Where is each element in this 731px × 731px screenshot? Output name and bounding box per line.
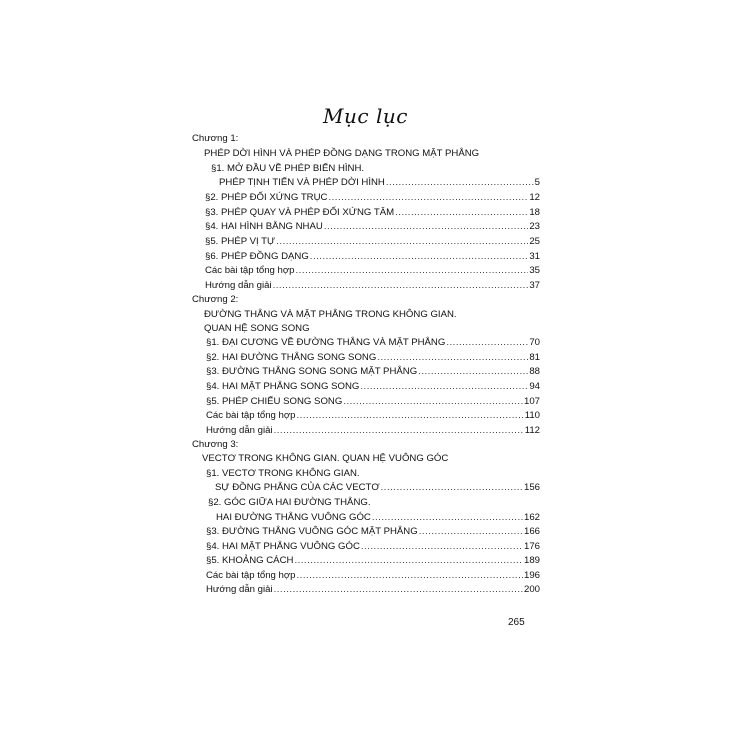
toc-entry xyxy=(204,309,457,321)
toc-entry-title: Chương 3: xyxy=(192,439,239,450)
toc-entry xyxy=(206,410,540,422)
toc-entry-title: §3. PHÉP QUAY VÀ PHÉP ĐỐI XỨNG TÂM xyxy=(205,207,395,218)
page-title: Mục lục xyxy=(323,104,408,128)
toc-entry-title: Hướng dẫn giải xyxy=(206,584,273,595)
toc-leader-dots xyxy=(324,221,529,233)
toc-entry-page: 25 xyxy=(529,236,540,247)
toc-entry-title: Chương 2: xyxy=(192,294,239,305)
toc-entry-page: 35 xyxy=(529,265,540,276)
toc-entry-title: §1. MỞ ĐẦU VỀ PHÉP BIẾN HÌNH. xyxy=(211,163,365,174)
toc-entry-title: §4. HAI HÌNH BẰNG NHAU xyxy=(205,221,323,232)
toc-leader-dots xyxy=(377,352,528,364)
toc-entry-page: 176 xyxy=(523,541,540,552)
toc-entry-title: §5. PHÉP CHIẾU SONG SONG xyxy=(206,396,343,407)
toc-entry xyxy=(205,207,540,219)
toc-entry xyxy=(205,251,540,263)
toc-entry-page: 162 xyxy=(523,512,540,523)
toc-entry xyxy=(219,177,540,189)
toc-entry xyxy=(215,482,540,494)
toc-entry-page: 107 xyxy=(523,396,540,407)
toc-entry-page: 88 xyxy=(529,366,540,377)
toc-entry-page: 156 xyxy=(523,482,540,493)
toc-entry-page: 112 xyxy=(524,425,540,436)
toc-leader-dots xyxy=(297,570,523,582)
toc-leader-dots xyxy=(297,410,524,422)
toc-entry xyxy=(206,541,540,553)
toc-entry-page: 70 xyxy=(529,337,540,348)
toc-entry-title: §2. GÓC GIỮA HAI ĐƯỜNG THẲNG. xyxy=(208,497,371,508)
toc-entry xyxy=(206,396,540,408)
toc-leader-dots xyxy=(418,366,528,378)
toc-entry-title: VECTƠ TRONG KHÔNG GIAN. QUAN HỆ VUÔNG GÓC xyxy=(202,453,449,464)
toc-entry-title: §2. PHÉP ĐỐI XỨNG TRỤC xyxy=(205,192,328,203)
toc-entry-title: PHÉP DỜI HÌNH VÀ PHÉP ĐỒNG DẠNG TRONG MẶT PHẲNG xyxy=(204,148,480,159)
toc-entry xyxy=(206,352,540,364)
toc-leader-dots xyxy=(328,192,528,204)
toc-entry xyxy=(206,337,540,349)
toc-leader-dots xyxy=(294,555,523,567)
toc-leader-dots xyxy=(395,207,528,219)
toc-entry-page: 37 xyxy=(529,280,540,291)
toc-entry xyxy=(192,439,238,451)
toc-entry-title: Các bài tập tổng hợp xyxy=(206,570,296,581)
toc-entry xyxy=(202,453,448,465)
toc-leader-dots xyxy=(372,512,523,524)
toc-entry-title: Chương 1: xyxy=(192,133,239,144)
toc-entry-page: 166 xyxy=(523,526,540,537)
toc-entry xyxy=(206,381,540,393)
toc-entry-page: 110 xyxy=(524,410,540,421)
toc-leader-dots xyxy=(273,280,529,292)
toc-entry xyxy=(205,192,540,204)
toc-entry-title: Các bài tập tổng hợp xyxy=(206,410,296,421)
toc-entry-page: 23 xyxy=(529,221,540,232)
toc-leader-dots xyxy=(446,337,528,349)
toc-entry xyxy=(206,584,540,596)
toc-entry xyxy=(192,294,238,306)
toc-entry-page: 94 xyxy=(529,381,540,392)
toc-entry-title: QUAN HỆ SONG SONG xyxy=(204,323,310,334)
page-number: 265 xyxy=(508,617,525,628)
toc-entry-page: 81 xyxy=(529,352,540,363)
toc-entry xyxy=(211,163,364,175)
toc-entry-title: Các bài tập tổng hợp xyxy=(205,265,295,276)
toc-entry-title: §5. KHOẢNG CÁCH xyxy=(206,555,294,566)
toc-entry xyxy=(216,512,540,524)
toc-entry-title: §2. HAI ĐƯỜNG THẲNG SONG SONG xyxy=(206,352,377,363)
toc-entry xyxy=(206,425,540,437)
toc-entry-page: 5 xyxy=(534,177,540,188)
toc-entry-title: §1. VECTƠ TRONG KHÔNG GIAN. xyxy=(206,468,360,479)
toc-entry-title: SỰ ĐỒNG PHẲNG CỦA CÁC VECTƠ xyxy=(215,482,380,493)
toc-entry-title: §6. PHÉP ĐỒNG DẠNG xyxy=(205,251,309,262)
toc-entry-title: §3. ĐƯỜNG THẲNG SONG SONG MẶT PHẲNG xyxy=(206,366,418,377)
toc-entry xyxy=(206,570,540,582)
toc-leader-dots xyxy=(343,396,523,408)
toc-entry xyxy=(206,526,540,538)
toc-entry-page: 189 xyxy=(523,555,540,566)
toc-entry-title: §3. ĐƯỜNG THẲNG VUÔNG GÓC MẶT PHẲNG xyxy=(206,526,418,537)
toc-entry-title: HAI ĐƯỜNG THẲNG VUÔNG GÓC xyxy=(216,512,371,523)
toc-entry-page: 196 xyxy=(523,570,540,581)
toc-leader-dots xyxy=(276,236,528,248)
toc-leader-dots xyxy=(296,265,529,277)
toc-entry-title: §4. HAI MẶT PHẲNG SONG SONG xyxy=(206,381,360,392)
toc-entry xyxy=(206,468,360,480)
toc-entry xyxy=(192,133,238,145)
toc-entry-title: §1. ĐẠI CƯƠNG VỀ ĐƯỜNG THẲNG VÀ MẶT PHẲNG xyxy=(206,337,446,348)
toc-entry xyxy=(206,366,540,378)
toc-entry xyxy=(205,265,540,277)
toc-entry-title: §4. HAI MẶT PHẲNG VUÔNG GÓC xyxy=(206,541,360,552)
toc-leader-dots xyxy=(274,584,523,596)
toc-entry xyxy=(205,236,540,248)
toc-leader-dots xyxy=(386,177,534,189)
toc-leader-dots xyxy=(361,541,523,553)
toc-entry-page: 200 xyxy=(523,584,540,595)
toc-leader-dots xyxy=(419,526,523,538)
toc-entry-title: PHÉP TỊNH TIẾN VÀ PHÉP DỜI HÌNH xyxy=(219,177,385,188)
toc-leader-dots xyxy=(360,381,528,393)
toc-entry xyxy=(205,280,540,292)
toc-entry xyxy=(208,497,371,509)
toc-entry-title: Hướng dẫn giải xyxy=(206,425,273,436)
toc-leader-dots xyxy=(274,425,524,437)
toc-entry-title: ĐƯỜNG THẲNG VÀ MẶT PHẲNG TRONG KHÔNG GIAN. xyxy=(204,309,457,320)
toc-entry xyxy=(206,555,540,567)
toc-entry-page: 12 xyxy=(529,192,540,203)
toc-entry-title: §5. PHÉP VỊ TỰ xyxy=(205,236,276,247)
toc-entry-title: Hướng dẫn giải xyxy=(205,280,272,291)
toc-entry xyxy=(205,221,540,233)
toc-entry xyxy=(204,323,310,335)
toc-leader-dots xyxy=(310,251,529,263)
toc-entry-page: 18 xyxy=(529,207,540,218)
toc-entry-page: 31 xyxy=(529,251,540,262)
toc-leader-dots xyxy=(381,482,523,494)
toc-entry xyxy=(204,148,479,160)
